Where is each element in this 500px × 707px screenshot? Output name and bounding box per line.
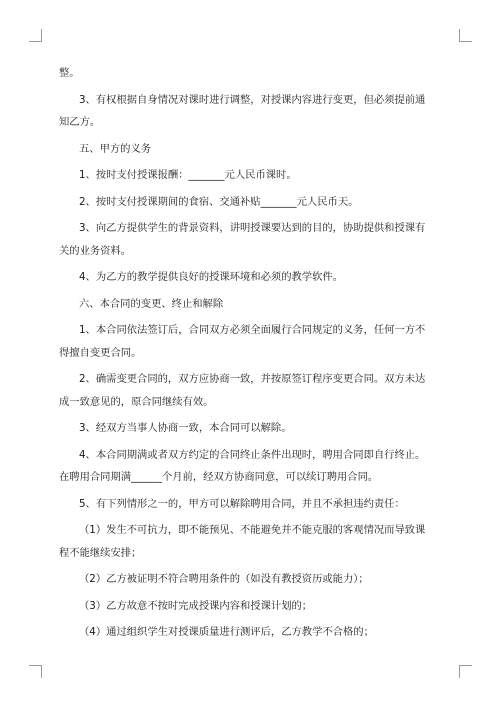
paragraph: 2、按时支付授课期间的食宿、交通补贴_______元人民币天。 [79, 195, 359, 208]
list-item: （1）发生不可抗力，即不能预见、不能避免并不能克服的客观情况而导致课程不能继续安排； [59, 524, 426, 559]
paragraph: 3、有权根据自身情况对课时进行调整，对授课内容进行变更，但必须提前通知乙方。 [59, 93, 426, 128]
paragraph: 5、有下列情形之一的，甲方可以解除聘用合同，并且不承担违约责任： [79, 497, 405, 510]
paragraph: 4、为乙方的教学提供良好的授课环境和必须的教学软件。 [79, 271, 343, 283]
list-item: （3）乙方故意不按时完成授课内容和授课计划的； [79, 599, 313, 612]
list-item: （2）乙方被证明不符合聘用条件的（如没有教授资历或能力）； [79, 573, 369, 585]
paragraph-continuation: 整。 [59, 67, 80, 79]
paragraph: 3、向乙方提供学生的背景资料，讲明授课要达到的目的，协助提供和授课有关的业务资料。 [59, 222, 426, 257]
section-heading: 五、甲方的义务 [79, 142, 152, 155]
crop-mark-top-left [29, 29, 42, 42]
list-item: （4）通过组织学生对授课质量进行测评后，乙方教学不合格的； [79, 626, 374, 638]
paragraph: 1、本合同依法签订后，合同双方必须全面履行合同规定的义务，任何一方不得擅自变更合同。 [59, 324, 426, 359]
crop-mark-bottom-right [459, 665, 472, 678]
paragraph: 2、确需变更合同的，双方应协商一致，并按原签订程序变更合同。双方未达成一致意见的，原合同继续有效。 [59, 373, 426, 408]
crop-mark-top-right [459, 29, 472, 42]
document-body [59, 62, 435, 648]
paragraph: 4、本合同期满或者双方约定的合同终止条件出现时，聘用合同即自行终止。在聘用合同期满______个月前，经双方协商同意，可以续订聘用合同。 [59, 448, 426, 483]
section-heading: 六、本合同的变更、终止和解除 [79, 297, 224, 310]
paragraph: 1、按时支付授课报酬：_______元人民币课时。 [79, 169, 297, 181]
paragraph: 3、经双方当事人协商一致，本合同可以解除。 [79, 422, 292, 434]
crop-mark-bottom-left [29, 665, 42, 678]
